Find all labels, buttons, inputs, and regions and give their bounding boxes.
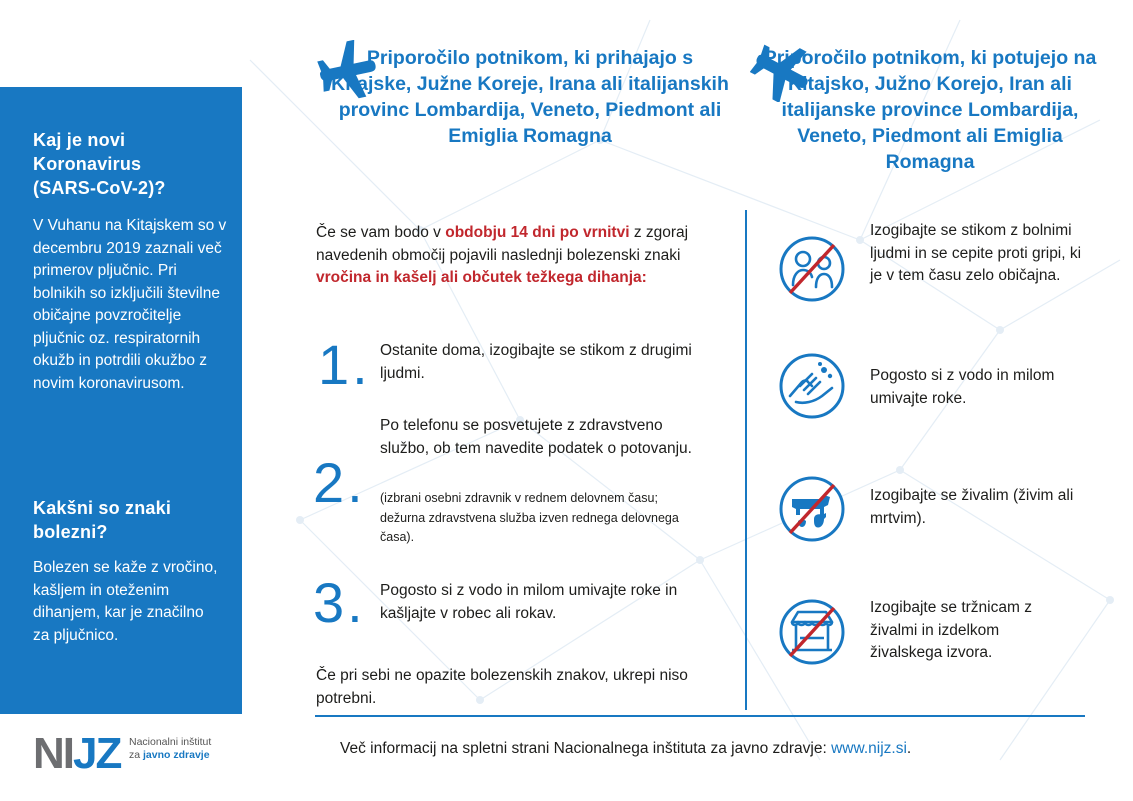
footer-divider: [315, 715, 1085, 717]
right-column-header: Priporočilo potnikom, ki potujejo na Kitajsko, Južno Korejo, Iran ali italijanske province Lombardija, Veneto, Piedmont ali Emiglia Romagna: [763, 47, 1097, 173]
sidebar-text-symptoms: Bolezen se kaže z vročino, kašljem in oteženim dihanjem, kar je značilno za pljučnico.: [33, 559, 218, 644]
step-text-3: Pogosto si z vodo in milom umivajte roke in kašljajte v robec ali rokav.: [380, 582, 678, 622]
outro-paragraph: Če pri sebi ne opazite bolezenskih znakov, ukrepi niso potrebni.: [316, 667, 688, 707]
column-divider: [745, 210, 747, 710]
sidebar-title-what-is: Kaj je novi Koronavirus (SARS-CoV-2)?: [33, 130, 166, 198]
step-number-3: 3.: [313, 571, 363, 634]
nijz-website-link[interactable]: www.nijz.si: [831, 740, 907, 757]
step-number-1: 1.: [318, 333, 368, 396]
no-contact-icon: [778, 235, 846, 303]
no-animals-icon: [778, 475, 846, 543]
sidebar-title-symptoms: Kakšni so znaki bolezni?: [33, 498, 172, 542]
hand-washing-icon: [778, 352, 846, 420]
info-sidebar: [0, 87, 242, 714]
tip-text-1: Izogibajte se stikom z bolnimi ljudmi in se cepite proti gripi, ki je v tem času zelo običajna.: [870, 222, 1082, 284]
tip-text-4: Izogibajte se tržnicam z živalmi in izdelkom živalskega izvora.: [870, 599, 1032, 661]
logo-mark: NIJZ: [33, 729, 121, 778]
tip-text-3: Izogibajte se živalim (živim ali mrtvim).: [870, 487, 1074, 527]
left-column-header: Priporočilo potnikom, ki prihajajo s Kitajske, Južne Koreje, Irana ali italijanskih provinc Lombardija, Veneto, Piedmont ali Emiglia Romagna: [331, 47, 729, 147]
sidebar-text-what-is: V Vuhanu na Kitajskem so v decembru 2019 zaznali več primerov pljučnic. Pri bolnikih so izključili številne običajne povzročitelje pljučnic oz. respiratornih okužb in potrdili okužbo z novim koronavirusom.: [33, 217, 227, 392]
step-note-2: (izbrani osebni zdravnik v rednem delovnem času; dežurna zdravstvena služba izven rednega delovnega časa).: [380, 491, 679, 544]
no-market-icon: [778, 598, 846, 666]
intro-paragraph: Če se vam bodo v obdobju 14 dni po vrnitvi z zgoraj navedenih območij pojavili naslednji bolezenski znaki vročina in kašelj ali občutek težkega dihanja:: [316, 224, 689, 286]
step-text-2: Po telefonu se posvetujete z zdravstveno službo, ob tem navedite podatek o potovanju.: [380, 417, 692, 457]
logo-tagline: Nacionalni inštitut za javno zdravje: [129, 736, 212, 761]
step-text-1: Ostanite doma, izogibajte se stikom z drugimi ljudmi.: [380, 342, 692, 382]
tip-text-2: Pogosto si z vodo in milom umivajte roke.: [870, 367, 1055, 407]
footer-info: Več informacij na spletni strani Nacionalnega inštituta za javno zdravje: www.nijz.si.: [340, 740, 912, 757]
step-number-2: 2.: [313, 451, 363, 514]
